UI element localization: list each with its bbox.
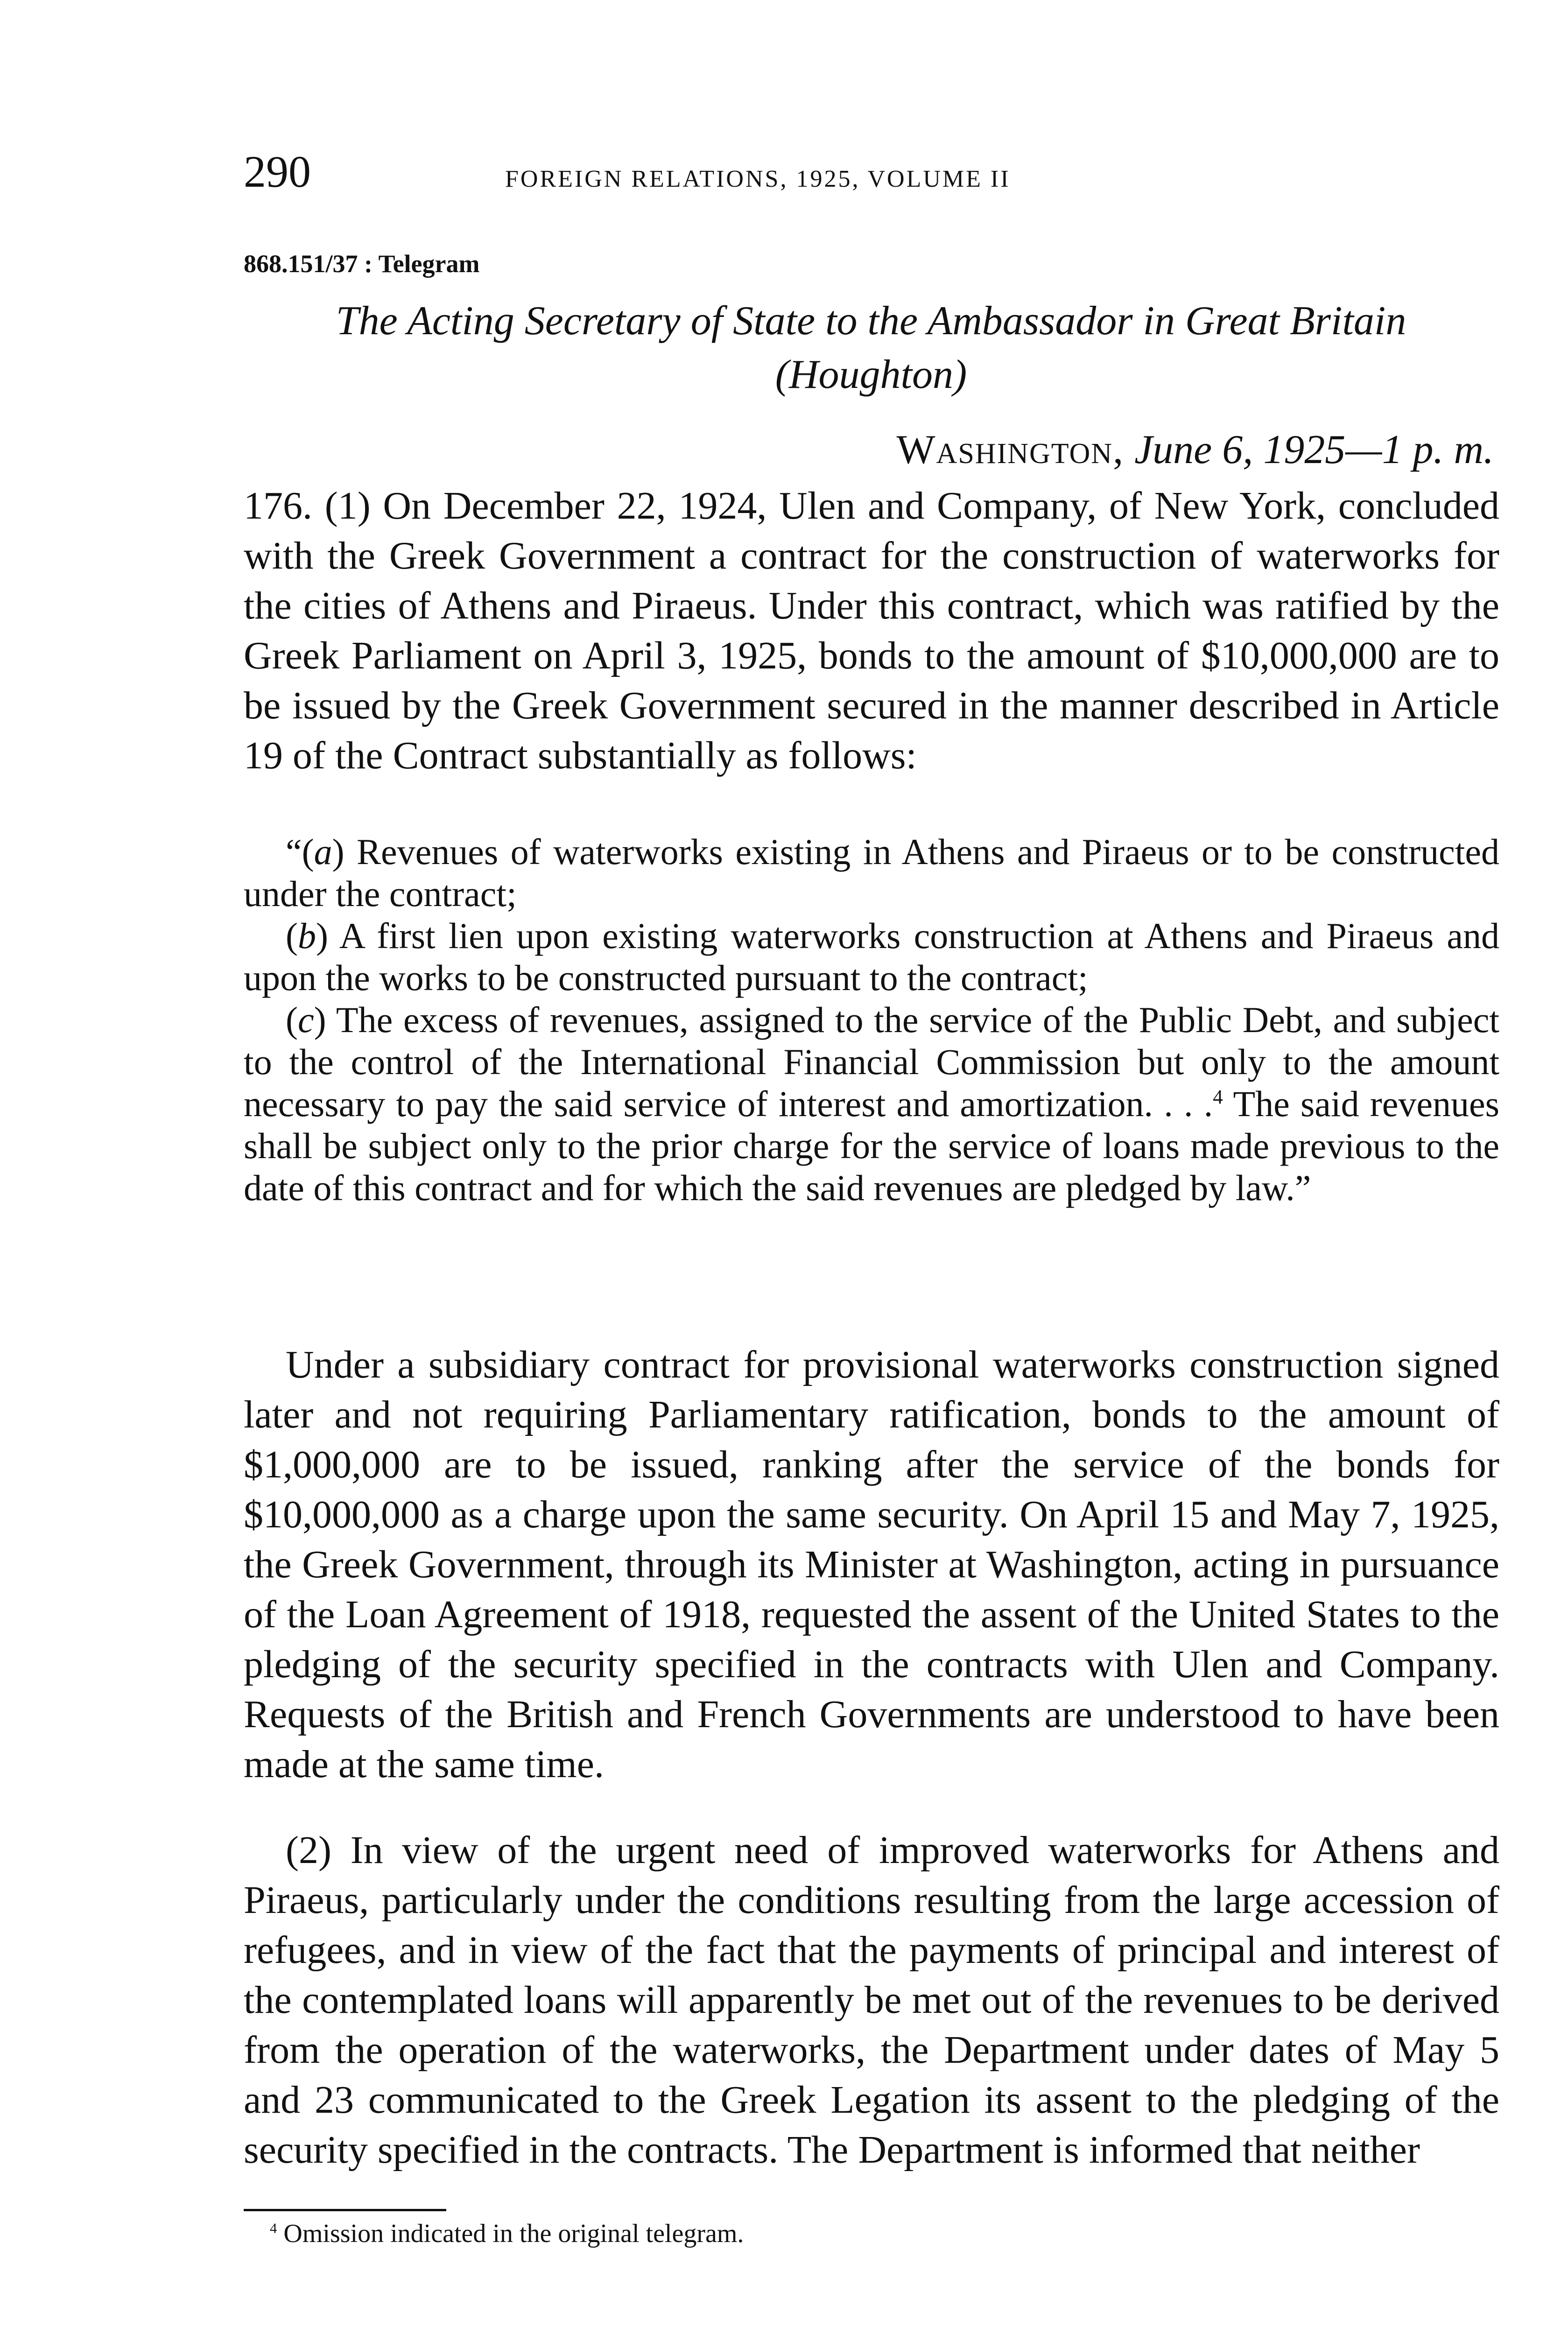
dateline xyxy=(803,429,1494,471)
paragraph-2 xyxy=(244,1340,1499,1789)
document-title xyxy=(241,294,1501,401)
paragraph-1 xyxy=(244,481,1499,780)
footnote-reference-4: 4 xyxy=(1213,1086,1223,1108)
paragraph-3-text: (2) In view of the urgent need of improved waterworks for Athens and Piraeus, particularly under the conditions resulting from the large accession of refugees, and in view of the fact that the payments of principal and interest of the contemplated loans will apparently be met out of the revenues to be derived from the operation of the waterworks, the Department under dates of May 5 and 23 communicated to the Greek Legation its assent to the pledging of the security specified in the contracts. The Department is informed that neither xyxy=(244,1828,1499,2172)
paragraph-3 xyxy=(244,1825,1499,2175)
quote-letter-b: b xyxy=(297,915,316,956)
paragraph-2-text: Under a subsidiary contract for provisional waterworks construction signed later and not requiring Parliamentary ratification, bonds to the amount of $1,000,000 are to be issued, ranking after the service of the bonds for $10,000,000 as a charge upon the same security. On April 15 and May 7, 1925, the Greek Government, through its Minister at Washington, acting in pursuance of the Loan Agreement of 1918, requested the assent of the United States to the pledging of the security specified in the contracts with Ulen and Company. Requests of the British and French Governments are understood to have been made at the same time. xyxy=(244,1343,1499,1786)
paragraph-1-text: 176. (1) On December 22, 1924, Ulen and Company, of New York, concluded with the Greek Government a contract for the construction of waterworks for the cities of Athens and Piraeus. Under this contract, which was ratified by the Greek Parliament on April 3, 1925, bonds to the amount of $10,000,000 are to be issued by the Greek Government secured in the manner described in Article 19 of the Contract substantially as follows: xyxy=(244,484,1499,777)
footnote-4 xyxy=(270,2218,744,2250)
title-line-1: The Acting Secretary of State to the Ambassador in Great Britain xyxy=(336,298,1406,344)
quote-item-a: “(a) Revenues of waterworks existing in Athens and Piraeus or to be constructed under the contract; xyxy=(244,831,1499,914)
footnote-text: Omission indicated in the original telegram. xyxy=(277,2219,744,2248)
footnote-mark: 4 xyxy=(270,2220,277,2236)
file-reference: 868.151/37 : Telegram xyxy=(244,250,480,278)
quote-letter-c: c xyxy=(297,999,314,1040)
dateline-place: Washington, xyxy=(896,427,1125,472)
title-line-2: (Houghton) xyxy=(775,352,967,397)
page-number: 290 xyxy=(244,147,311,197)
quote-item-b: (b) A first lien upon existing waterworks construction at Athens and Piraeus and upon the works to be constructed pursuant to the contract; xyxy=(244,915,1499,998)
dateline-date: June 6, 1925—1 p. m. xyxy=(1134,427,1494,472)
quote-item-c: (c) The excess of revenues, assigned to the service of the Public Debt, and subject to the control of the International Financial Commission but only to the amount necessary to pay the said service of interest and amortization. . . .$^4$ The said revenues shall be subject only to the prior charge for the service of loans made previous to the date of this contract and for which the said revenues are pledged by law.” xyxy=(244,999,1499,1208)
footnote-divider xyxy=(244,2209,446,2211)
running-head: FOREIGN RELATIONS, 1925, VOLUME II xyxy=(505,166,1011,192)
quote-letter-a: a xyxy=(314,831,332,872)
quoted-contract-article xyxy=(244,831,1499,1209)
